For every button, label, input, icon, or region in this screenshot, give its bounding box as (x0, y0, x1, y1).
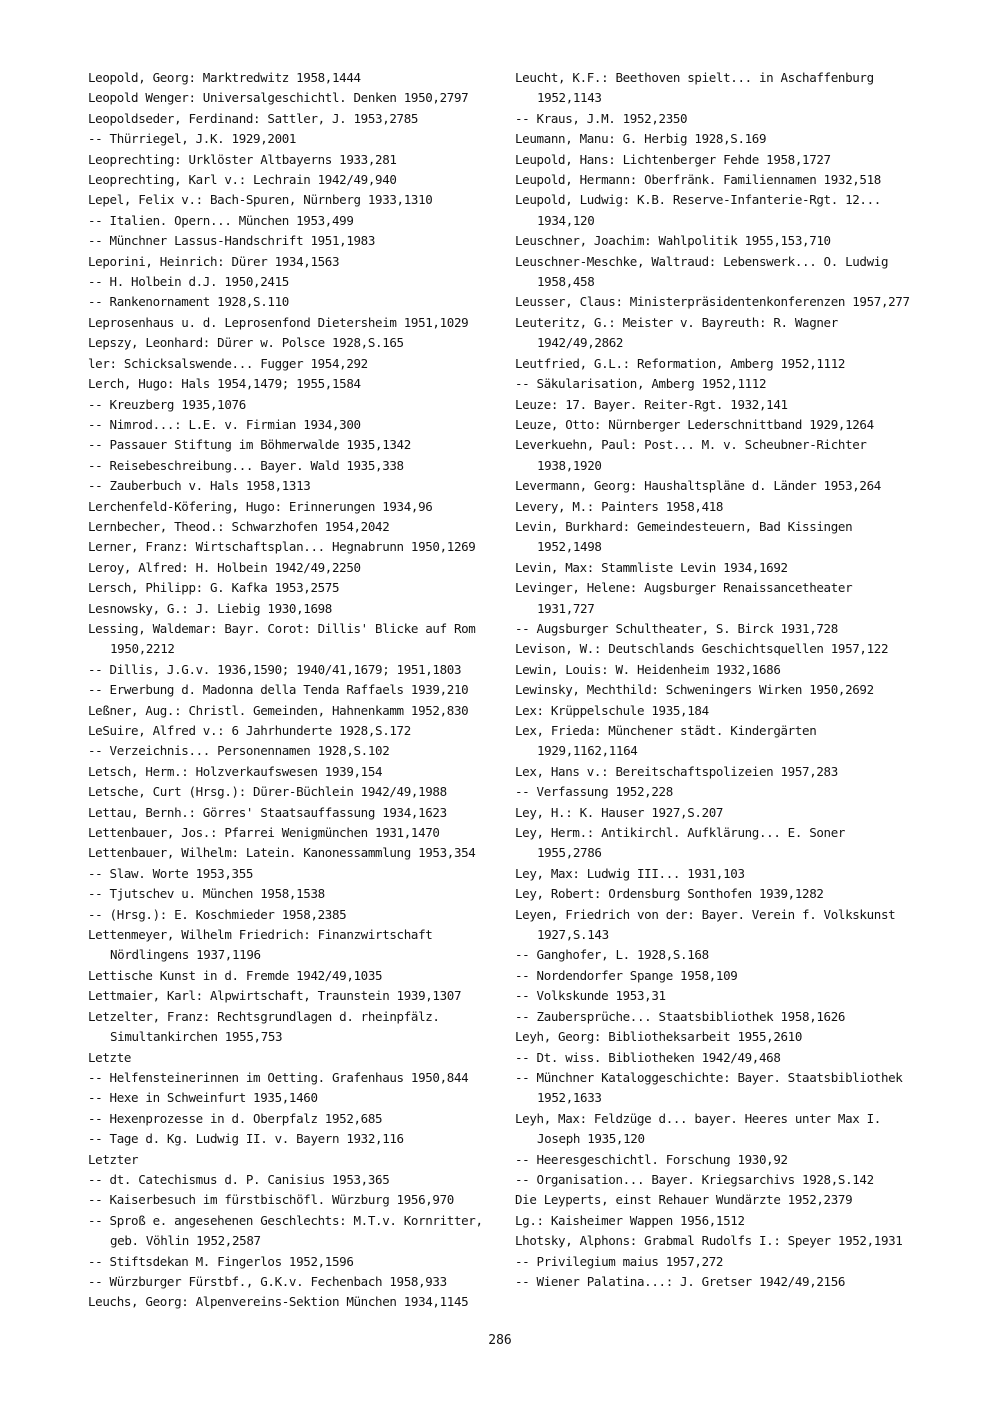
index-entry: -- Würzburger Fürstbf., G.K.v. Fechenbach 1958,933 (88, 1273, 447, 1289)
index-entry: Letsch, Herm.: Holzverkaufswesen 1939,154 (88, 763, 383, 779)
index-entry: -- Augsburger Schultheater, S. Birck 1931,728 (515, 620, 838, 636)
index-entry: Levin, Max: Stammliste Levin 1934,1692 (515, 559, 788, 575)
index-entry: -- Verfassung 1952,228 (515, 784, 673, 800)
index-entry: -- Rankenornament 1928,S.110 (88, 294, 289, 310)
index-entry: Lettau, Bernh.: Görres' Staatsauffassung 1934,1623 (88, 804, 447, 820)
index-entry: Lerch, Hugo: Hals 1954,1479; 1955,1584 (88, 376, 361, 392)
index-entry: Levinger, Helene: Augsburger Renaissancetheater 1931,727 (515, 580, 853, 616)
index-entry: -- Organisation... Bayer. Kriegsarchivs 1928,S.142 (515, 1171, 874, 1187)
index-entry: Lernbecher, Theod.: Schwarzhofen 1954,2042 (88, 518, 390, 534)
index-entry: Lex, Hans v.: Bereitschaftspolizeien 1957,283 (515, 763, 838, 779)
right-index-column (515, 68, 915, 1292)
index-entry: Lg.: Kaisheimer Wappen 1956,1512 (515, 1212, 745, 1228)
index-entry: Leupold, Hermann: Oberfränk. Familiennamen 1932,518 (515, 172, 881, 188)
index-entry: Ley, Robert: Ordensburg Sonthofen 1939,1282 (515, 886, 824, 902)
index-entry: Ley, Max: Ludwig III... 1931,103 (515, 865, 745, 881)
index-entry: Leprosenhaus u. d. Leprosenfond Dietersheim 1951,1029 (88, 314, 469, 330)
index-entry: Leupold, Hans: Lichtenberger Fehde 1958,1727 (515, 151, 831, 167)
index-entry: Leucht, K.F.: Beethoven spielt... in Aschaffenburg 1952,1143 (515, 70, 874, 106)
index-entry: Leroy, Alfred: H. Holbein 1942/49,2250 (88, 559, 361, 575)
index-entry: -- Kreuzberg 1935,1076 (88, 396, 246, 412)
index-entry: Lex, Frieda: Münchener städt. Kindergärten 1929,1162,1164 (515, 723, 817, 759)
index-entry: Lepszy, Leonhard: Dürer w. Polsce 1928,S.165 (88, 335, 404, 351)
index-entry: -- Privilegium maius 1957,272 (515, 1253, 724, 1269)
index-entry: -- Hexe in Schweinfurt 1935,1460 (88, 1090, 318, 1106)
index-entry: Levery, M.: Painters 1958,418 (515, 498, 724, 514)
index-entry: Leuschner-Meschke, Waltraud: Lebenswerk... O. Ludwig 1958,458 (515, 253, 889, 290)
index-entry: Leuchs, Georg: Alpenvereins-Sektion München 1934,1145 (88, 1294, 469, 1310)
index-entry: Letzelter, Franz: Rechtsgrundlagen d. rheinpfälz. Simultankirchen 1955,753 (88, 1008, 440, 1045)
index-entry: -- Stiftsdekan M. Fingerlos 1952,1596 (88, 1253, 354, 1269)
index-entry: Leyh, Max: Feldzüge d... bayer. Heeres unter Max I. Joseph 1935,120 (515, 1110, 881, 1147)
index-entry: Leutfried, G.L.: Reformation, Amberg 1952,1112 (515, 355, 846, 371)
index-entry: Leuze, Otto: Nürnberger Lederschnittband 1929,1264 (515, 416, 874, 432)
index-entry: -- Hexenprozesse in d. Oberpfalz 1952,685 (88, 1110, 383, 1126)
index-entry: LeSuire, Alfred v.: 6 Jahrhunderte 1928,S.172 (88, 723, 411, 738)
index-entry: -- Münchner Lassus-Handschrift 1951,1983 (88, 233, 376, 249)
index-entry: -- Tjutschev u. München 1958,1538 (88, 886, 325, 902)
index-entry: Lettenbauer, Wilhelm: Latein. Kanonessammlung 1953,354 (88, 845, 476, 861)
index-entry: Leßner, Aug.: Christl. Gemeinden, Hahnenkamm 1952,830 (88, 702, 469, 718)
index-entry: Letzter (88, 1151, 139, 1167)
index-entry: -- Heeresgeschichtl. Forschung 1930,92 (515, 1151, 788, 1167)
index-entry: Lettische Kunst in d. Fremde 1942/49,1035 (88, 967, 383, 983)
index-entry: Leoprechting, Karl v.: Lechrain 1942/49,940 (88, 172, 397, 188)
index-entry: ler: Schicksalswende... Fugger 1954,292 (88, 355, 368, 371)
index-entry: Leopold, Georg: Marktredwitz 1958,1444 (88, 70, 361, 85)
index-entry: Leyen, Friedrich von der: Bayer. Verein f. Volkskunst 1927,S.143 (515, 906, 896, 943)
index-entry: Lewinsky, Mechthild: Schweningers Wirken 1950,2692 (515, 682, 874, 698)
index-entry: Die Leyperts, einst Rehauer Wundärzte 1952,2379 (515, 1192, 853, 1208)
left-index-column (88, 68, 500, 1313)
index-entry: -- Tage d. Kg. Ludwig II. v. Bayern 1932,116 (88, 1131, 404, 1147)
index-entry: -- H. Holbein d.J. 1950,2415 (88, 274, 289, 290)
index-entry: -- Helfensteinerinnen im Oetting. Grafenhaus 1950,844 (88, 1069, 469, 1085)
page-number: 286 (488, 1333, 512, 1348)
index-entry: -- Italien. Opern... München 1953,499 (88, 212, 354, 228)
index-entry: -- Wiener Palatina...: J. Gretser 1942/49,2156 (515, 1273, 846, 1289)
index-entry: Lepel, Felix v.: Bach-Spuren, Nürnberg 1933,1310 (88, 192, 433, 208)
index-entry: -- Dillis, J.G.v. 1936,1590; 1940/41,1679; 1951,1803 (88, 661, 462, 677)
index-entry: -- dt. Catechismus d. P. Canisius 1953,365 (88, 1171, 390, 1187)
index-entry: -- Slaw. Worte 1953,355 (88, 865, 254, 881)
index-entry: Lesnowsky, G.: J. Liebig 1930,1698 (88, 600, 332, 616)
index-entry: -- Ganghofer, L. 1928,S.168 (515, 947, 709, 963)
index-entry: -- Münchner Kataloggeschichte: Bayer. Staatsbibliothek 1952,1633 (515, 1069, 903, 1106)
index-entry: -- Volkskunde 1953,31 (515, 988, 666, 1004)
index-entry: -- Verzeichnis... Personennamen 1928,S.102 (88, 743, 390, 759)
index-entry: Lex: Krüppelschule 1935,184 (515, 702, 709, 718)
index-entry: -- Kaiserbesuch im fürstbischöfl. Würzburg 1956,970 (88, 1192, 454, 1208)
index-entry: -- Passauer Stiftung im Böhmerwalde 1935,1342 (88, 437, 411, 453)
index-entry: -- Sproß e. angesehenen Geschlechts: M.T.v. Kornritter, geb. Vöhlin 1952,2587 (88, 1212, 483, 1249)
index-entry: Lettmaier, Karl: Alpwirtschaft, Traunstein 1939,1307 (88, 988, 462, 1004)
index-entry: -- Erwerbung d. Madonna della Tenda Raffaels 1939,210 (88, 682, 469, 698)
index-entry: -- Zaubersprüche... Staatsbibliothek 1958,1626 (515, 1008, 846, 1024)
index-entry: Lerner, Franz: Wirtschaftsplan... Hegnabrunn 1950,1269 (88, 539, 476, 555)
index-entry: -- (Hrsg.): E. Koschmieder 1958,2385 (88, 906, 347, 922)
index-entry: Leverkuehn, Paul: Post... M. v. Scheubner-Richter 1938,1920 (515, 437, 867, 473)
index-entry: Leuze: 17. Bayer. Reiter-Rgt. 1932,141 (515, 396, 788, 412)
index-entry: -- Säkularisation, Amberg 1952,1112 (515, 376, 767, 392)
index-entry: Lewin, Louis: W. Heidenheim 1932,1686 (515, 661, 781, 677)
index-entry: Lettenbauer, Jos.: Pfarrei Wenigmünchen 1931,1470 (88, 825, 440, 841)
index-entry: Ley, H.: K. Hauser 1927,S.207 (515, 804, 724, 820)
index-entry: Lettenmeyer, Wilhelm Friedrich: Finanzwirtschaft Nördlingens 1937,1196 (88, 927, 433, 963)
index-entry: Lerchenfeld-Köfering, Hugo: Erinnerungen 1934,96 (88, 498, 433, 514)
index-entry: Levermann, Georg: Haushaltspläne d. Länder 1953,264 (515, 478, 881, 494)
index-entry: -- Zauberbuch v. Hals 1958,1313 (88, 478, 311, 494)
index-entry: Lhotsky, Alphons: Grabmal Rudolfs I.: Speyer 1952,1931 (515, 1233, 903, 1249)
index-entry: Leoprechting: Urklöster Altbayerns 1933,281 (88, 151, 397, 167)
index-entry: -- Dt. wiss. Bibliotheken 1942/49,468 (515, 1049, 781, 1065)
index-entry: -- Thürriegel, J.K. 1929,2001 (88, 131, 297, 147)
index-entry: Ley, Herm.: Antikirchl. Aufklärung... E. Soner 1955,2786 (515, 825, 846, 861)
index-entry: -- Nordendorfer Spange 1958,109 (515, 967, 738, 983)
index-entry: Leupold, Ludwig: K.B. Reserve-Infanterie-Rgt. 12... 1934,120 (515, 192, 881, 228)
index-entry: -- Reisebeschreibung... Bayer. Wald 1935,338 (88, 457, 404, 473)
index-entry: Leumann, Manu: G. Herbig 1928,S.169 (515, 131, 767, 147)
index-entry: -- Nimrod...: L.E. v. Firmian 1934,300 (88, 416, 361, 432)
index-entry: Leuteritz, G.: Meister v. Bayreuth: R. Wagner 1942/49,2862 (515, 314, 838, 351)
index-entry: Lersch, Philipp: G. Kafka 1953,2575 (88, 580, 340, 596)
index-entry: Lessing, Waldemar: Bayr. Corot: Dillis' Blicke auf Rom 1950,2212 (88, 620, 476, 657)
index-entry: Levison, W.: Deutschlands Geschichtsquellen 1957,122 (515, 641, 889, 657)
index-entry: Letzte (88, 1049, 132, 1065)
index-entry: Leopoldseder, Ferdinand: Sattler, J. 1953,2785 (88, 110, 419, 126)
index-entry: Levin, Burkhard: Gemeindesteuern, Bad Kissingen 1952,1498 (515, 518, 853, 555)
index-entry: Leyh, Georg: Bibliotheksarbeit 1955,2610 (515, 1029, 803, 1045)
index-entry: Letsche, Curt (Hrsg.): Dürer-Büchlein 1942/49,1988 (88, 784, 447, 800)
index-entry: -- Kraus, J.M. 1952,2350 (515, 110, 688, 126)
index-entry: Leporini, Heinrich: Dürer 1934,1563 (88, 253, 340, 269)
index-entry: Leusser, Claus: Ministerpräsidentenkonferenzen 1957,277 (515, 294, 910, 310)
index-entry: Leuschner, Joachim: Wahlpolitik 1955,153,710 (515, 233, 831, 249)
index-entry: Leopold Wenger: Universalgeschichtl. Denken 1950,2797 (88, 90, 469, 106)
